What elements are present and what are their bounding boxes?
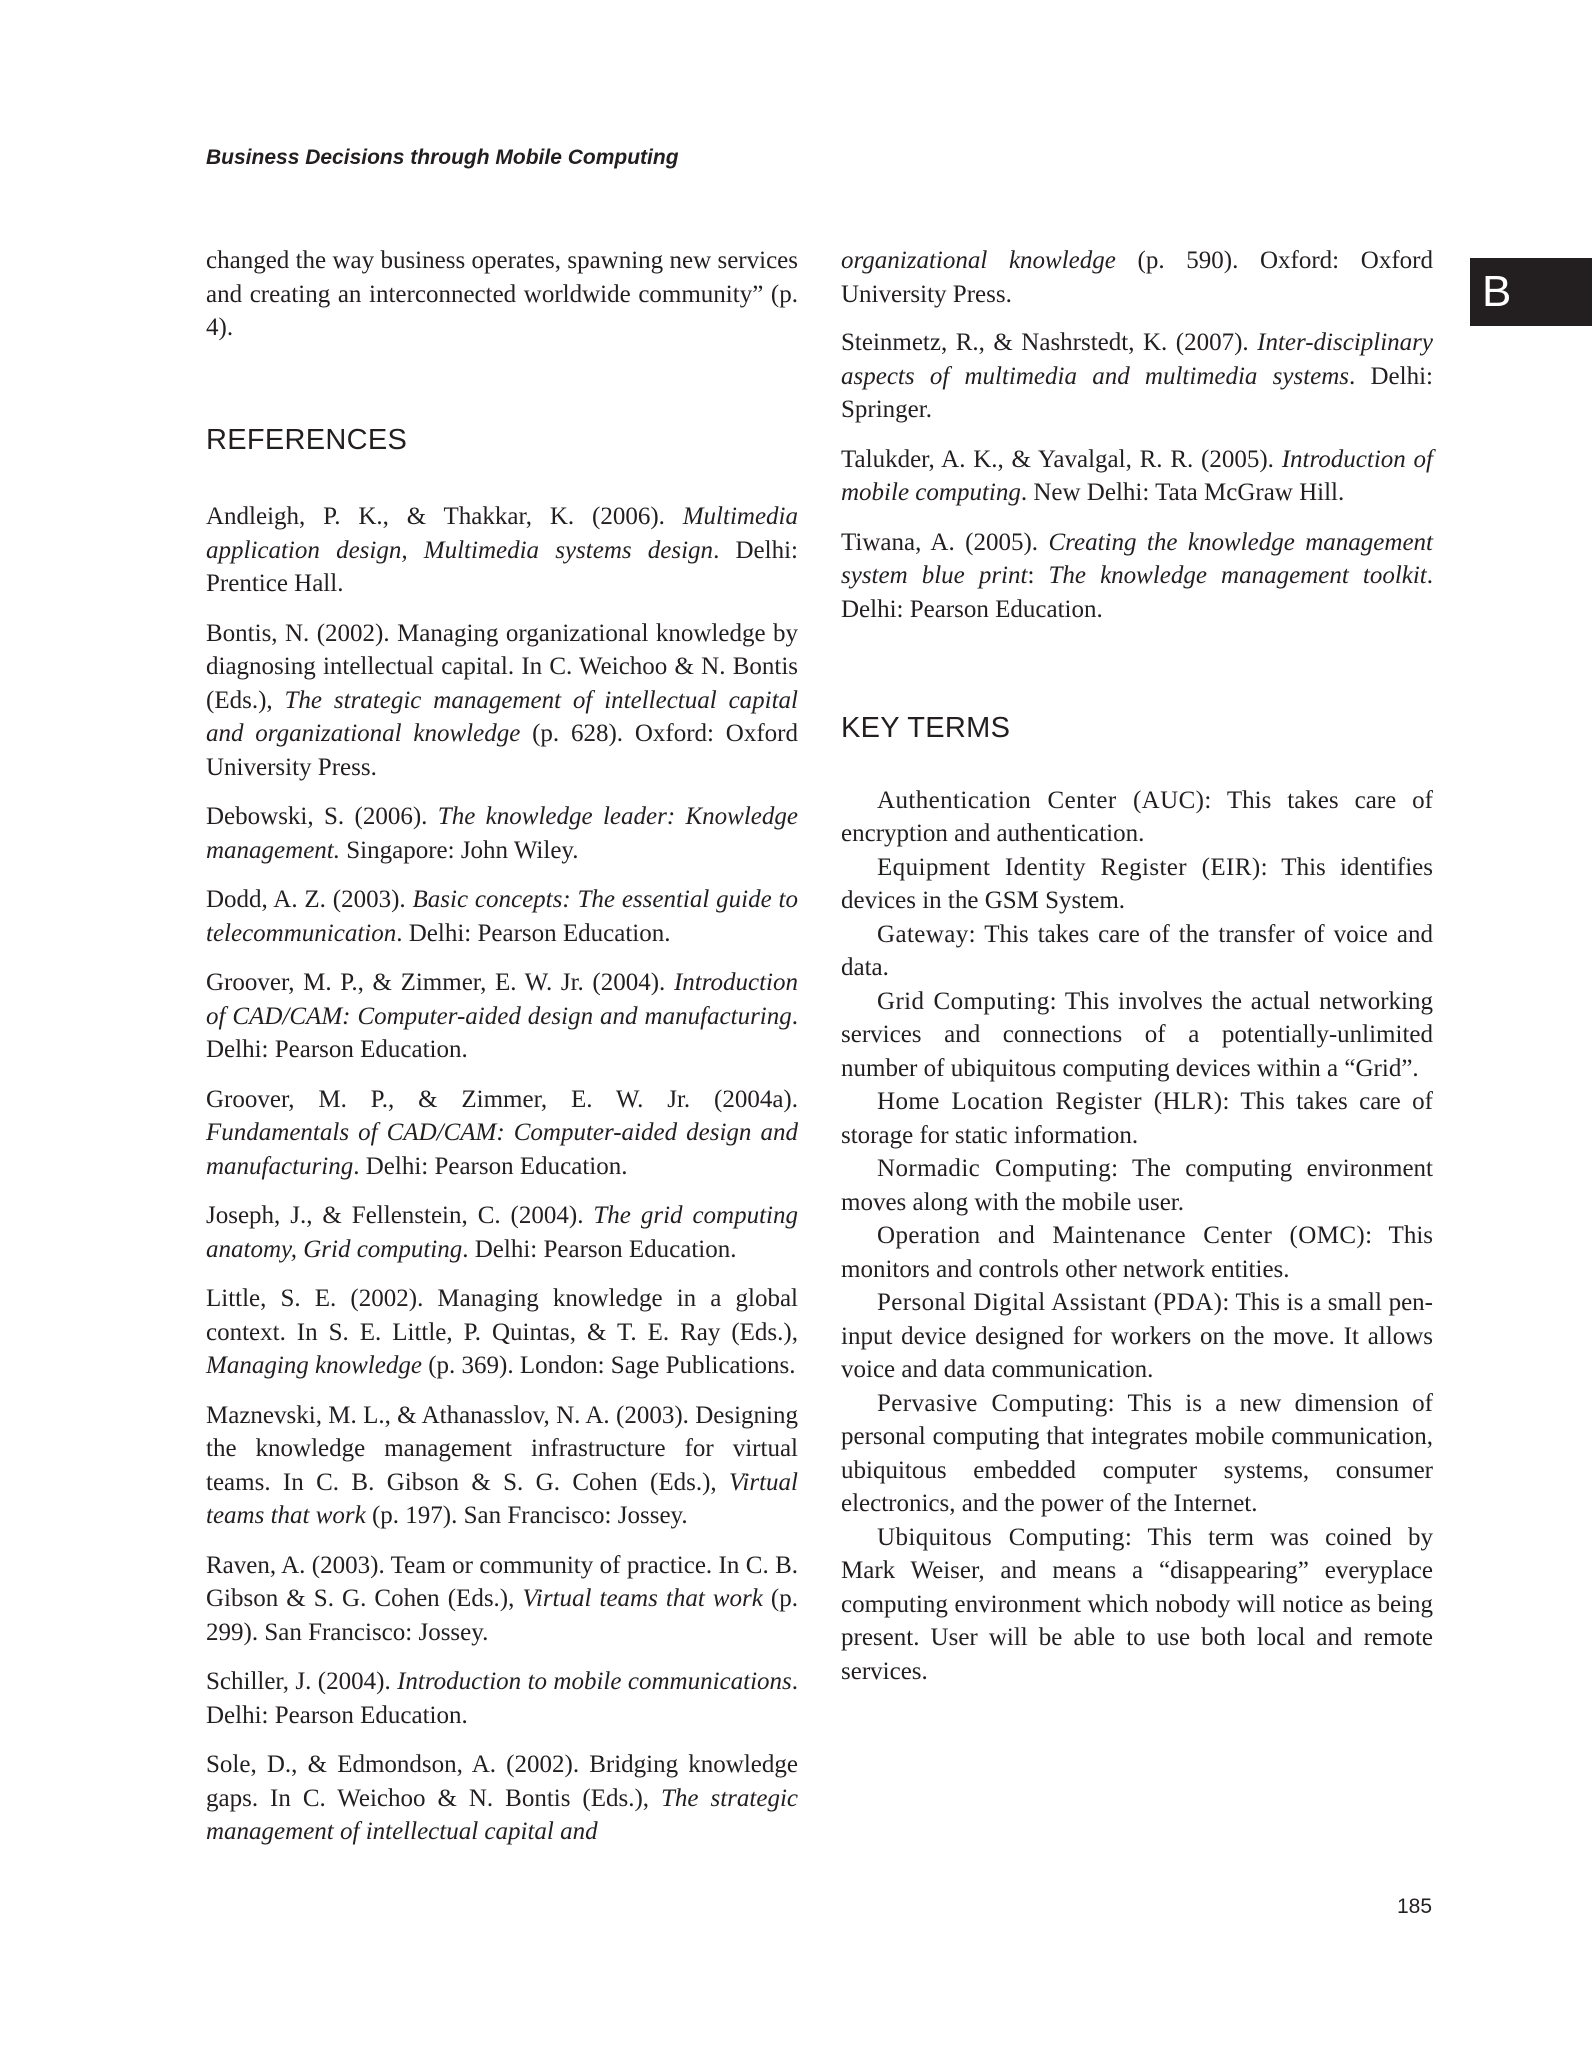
- key-term: Pervasive Computing: This is a new dimension of personal computing that integrates mobile communication, ubiquitous embedded computer systems, consumer electronics, and the power of the Internet.: [841, 1389, 1433, 1517]
- key-term: Grid Computing: This involves the actual networking services and connections of a potentially-unlimited number of ubiquitous computing devices within a “Grid”.: [841, 987, 1433, 1082]
- term-name: Authentication Center (AUC): [877, 786, 1205, 814]
- section-tab: B: [1470, 258, 1592, 326]
- term-name: Home Location Register (HLR): [877, 1088, 1223, 1115]
- key-term: Home Location Register (HLR): This takes care of storage for static information.: [841, 1088, 1434, 1149]
- key-term: Gateway: This takes care of the transfer of voice and data.: [841, 920, 1433, 981]
- reference-item: Dodd, A. Z. (2003). Basic concepts: The essential guide to telecommunication. Delhi: Pearson Education.: [206, 886, 798, 947]
- term-name: Operation and Maintenance Center (OMC): [877, 1222, 1366, 1249]
- term-name: Gateway: [877, 920, 969, 948]
- term-name: Equipment Identity Register (EIR): [877, 853, 1261, 881]
- reference-item: Raven, A. (2003). Team or community of practice. In C. B. Gibson & S. G. Cohen (Eds.), Virtual teams that work (p. 299). San Francisco: Jossey.: [206, 1551, 799, 1646]
- page-number: 185: [1397, 1895, 1433, 1918]
- reference-item: Tiwana, A. (2005). Creating the knowledge management system blue print: The knowledge management toolkit. Delhi: Pearson Education.: [841, 528, 1433, 623]
- reference-item: Andleigh, P. K., & Thakkar, K. (2006). Multimedia application design, Multimedia systems design. Delhi: Prentice Hall.: [206, 503, 798, 597]
- reference-item: Sole, D., & Edmondson, A. (2002). Bridging knowledge gaps. In C. Weichoo & N. Bontis (Eds.), The strategic management of intellectual capital and: [206, 1751, 798, 1845]
- references-heading: REFERENCES: [206, 423, 408, 456]
- reference-item: Schiller, J. (2004). Introduction to mobile communications. Delhi: Pearson Education.: [206, 1668, 798, 1729]
- reference-item: Steinmetz, R., & Nashrstedt, K. (2007). Inter-disciplinary aspects of multimedia and multimedia systems. Delhi: Springer.: [841, 329, 1433, 423]
- reference-item: Maznevski, M. L., & Athanasslov, N. A. (2003). Designing the knowledge management infrastructure for virtual teams. In C. B. Gibson & S. G. Cohen (Eds.), Virtual teams that work (p. 197). San Francisco: Jossey.: [206, 1401, 798, 1529]
- reference-item: Talukder, A. K., & Yavalgal, R. R. (2005). Introduction of mobile computing. New Delhi: Tata McGraw Hill.: [841, 445, 1433, 506]
- key-term: Authentication Center (AUC): This takes care of encryption and authentication.: [841, 786, 1434, 847]
- running-head: Business Decisions through Mobile Computing: [206, 146, 679, 169]
- reference-continuation: organizational knowledge (p. 590). Oxford: Oxford University Press.: [841, 247, 1433, 308]
- right-column: [841, 244, 1433, 1688]
- key-term: Personal Digital Assistant (PDA): This is a small pen-input device designed for workers on the move. It allows voice and data communication.: [841, 1289, 1434, 1383]
- key-term: Operation and Maintenance Center (OMC): This monitors and controls other network entities.: [841, 1222, 1433, 1283]
- term-name: Pervasive Computing: [877, 1389, 1108, 1417]
- key-terms-heading: KEY TERMS: [841, 712, 1011, 744]
- intro-paragraph: changed the way business operates, spawning new services and creating an interconnected worldwide community” (p. 4).: [206, 247, 798, 341]
- key-term: Normadic Computing: The computing environment moves along with the mobile user.: [841, 1155, 1433, 1216]
- key-term: Ubiquitous Computing: This term was coined by Mark Weiser, and means a “disappearing” everyplace computing environment which nobody will notice as being present. User will be able to use both local and remote services.: [841, 1523, 1433, 1685]
- reference-item: Debowski, S. (2006). The knowledge leader: Knowledge management. Singapore: John Wiley.: [206, 803, 798, 864]
- reference-item: Joseph, J., & Fellenstein, C. (2004). The grid computing anatomy, Grid computing. Delhi: Pearson Education.: [206, 1202, 799, 1263]
- term-name: Personal Digital Assistant (PDA): [877, 1289, 1223, 1316]
- key-term: Equipment Identity Register (EIR): This identifies devices in the GSM System.: [841, 853, 1433, 914]
- reference-item: Little, S. E. (2002). Managing knowledge in a global context. In S. E. Little, P. Quintas, & T. E. Ray (Eds.), Managing knowledge (p. 369). London: Sage Publications.: [206, 1285, 798, 1379]
- term-name: Ubiquitous Computing: [877, 1523, 1125, 1551]
- term-name: Normadic Computing: [877, 1155, 1112, 1182]
- reference-item: Groover, M. P., & Zimmer, E. W. Jr. (2004). Introduction of CAD/CAM: Computer-aided design and manufacturing. Delhi: Pearson Education.: [206, 969, 798, 1063]
- left-column: [206, 244, 798, 1865]
- reference-item: Groover, M. P., & Zimmer, E. W. Jr. (2004a). Fundamentals of CAD/CAM: Computer-aided design and manufacturing. Delhi: Pearson Education.: [206, 1085, 798, 1180]
- term-name: Grid Computing: [877, 987, 1050, 1015]
- reference-item: Bontis, N. (2002). Managing organizational knowledge by diagnosing intellectual capital. In C. Weichoo & N. Bontis (Eds.), The strategic management of intellectual capital and organizational knowledge (p. 628). Oxford: Oxford University Press.: [206, 619, 798, 781]
